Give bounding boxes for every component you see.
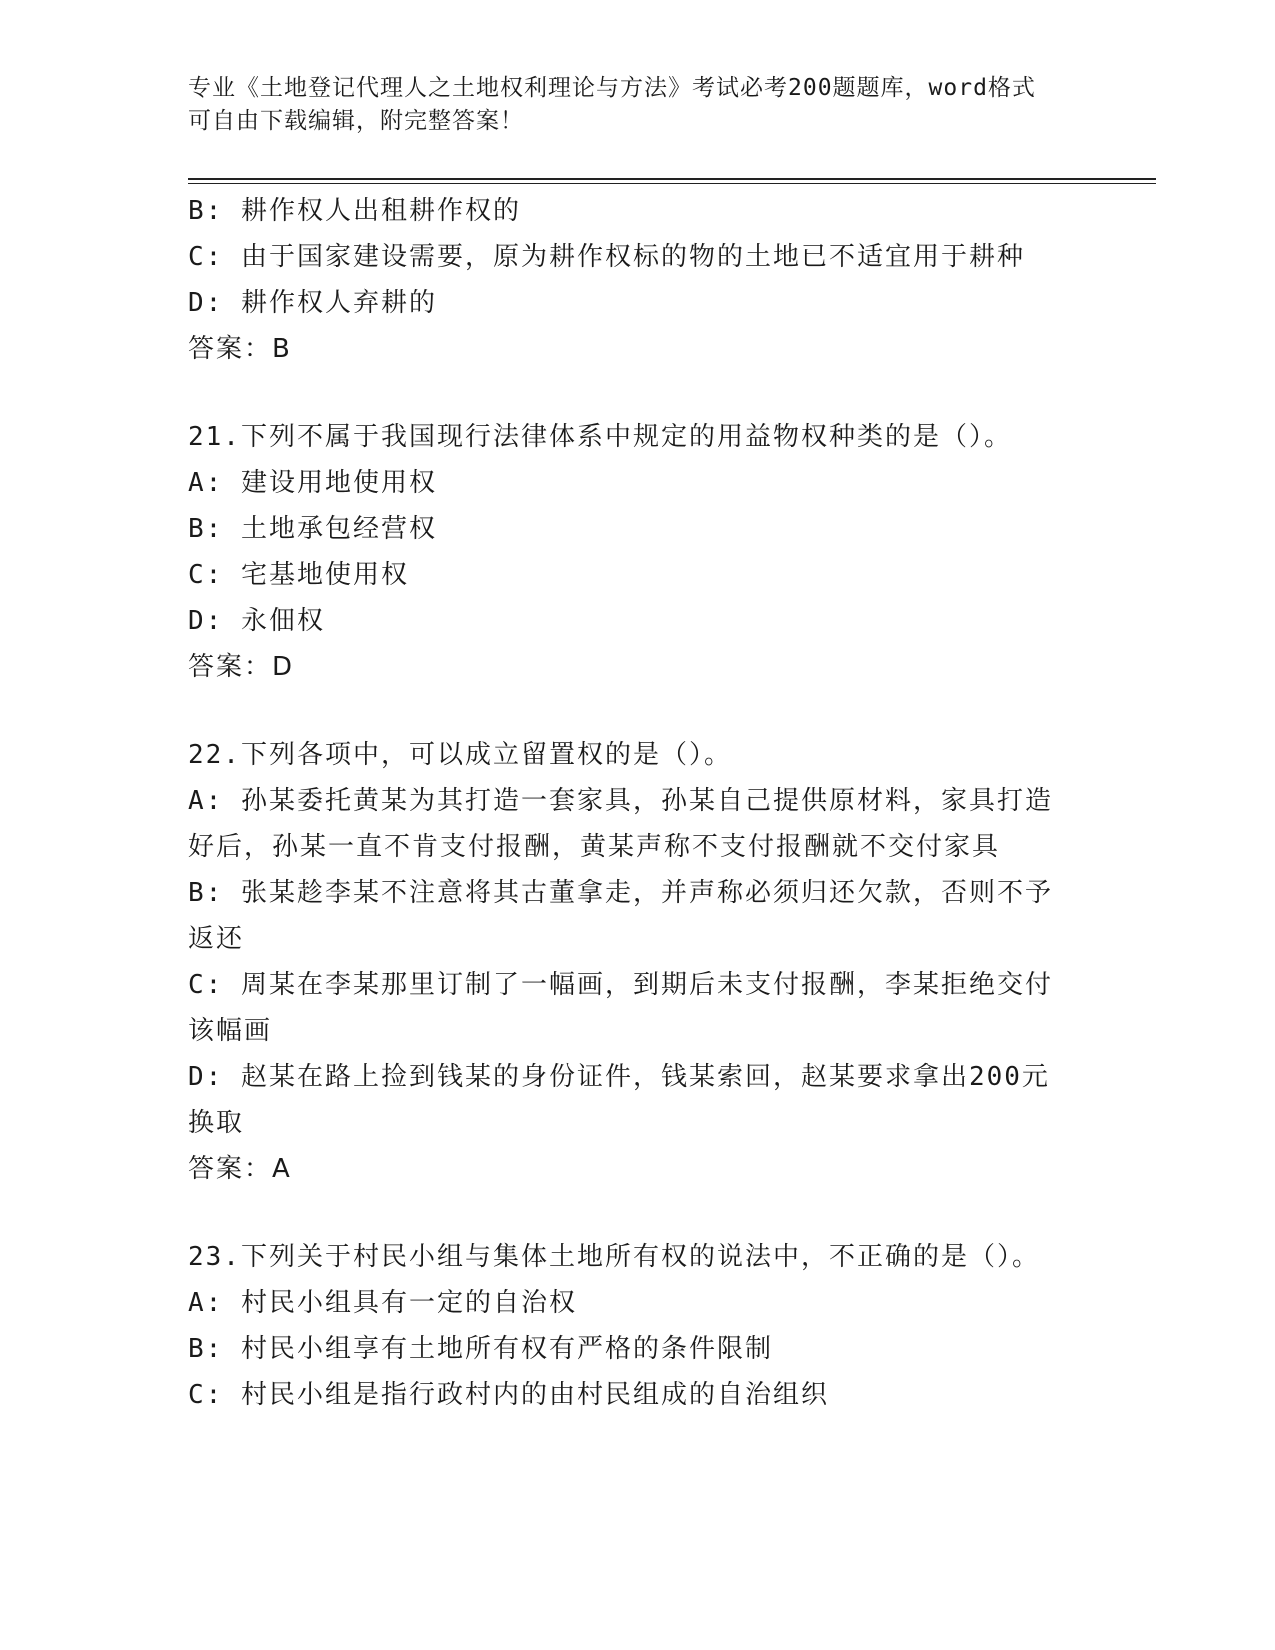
option-c-line-1: C: 周某在李某那里订制了一幅画，到期后未支付报酬，李某拒绝交付 [188, 970, 1053, 1000]
option-d-line-2: 换取 [188, 1108, 245, 1138]
answer-text: 答案：D [188, 652, 295, 682]
option-d [188, 1054, 1078, 1146]
option-a-line-1: A: 孙某委托黄某为其打造一套家具，孙某自己提供原材料，家具打造 [188, 786, 1053, 816]
prev-question-block [188, 188, 1078, 372]
page-header [188, 72, 1068, 138]
option-d-line-1: D: 赵某在路上捡到钱某的身份证件，钱某索回，赵某要求拿出200元 [188, 1062, 1050, 1092]
question-stem: 21.下列不属于我国现行法律体系中规定的用益物权种类的是（）。 [188, 422, 1012, 452]
header-line-2: 可自由下载编辑，附完整答案！ [188, 108, 524, 134]
answer-text: 答案：A [188, 1154, 292, 1184]
option-b: B: 村民小组享有土地所有权有严格的条件限制 [188, 1334, 773, 1364]
header-rule-thick [188, 178, 1156, 180]
option-b [188, 870, 1078, 962]
option-c: C: 村民小组是指行政村内的由村民组成的自治组织 [188, 1380, 829, 1410]
question-content [188, 188, 1078, 1418]
question-stem: 22.下列各项中，可以成立留置权的是（）。 [188, 740, 732, 770]
option-c-line-2: 该幅画 [188, 1016, 273, 1046]
spacer [188, 690, 1078, 732]
question-23-block [188, 1234, 1078, 1418]
spacer [188, 1192, 1078, 1234]
question-21-block [188, 414, 1078, 690]
question-22-block [188, 732, 1078, 1192]
option-c: C: 由于国家建设需要，原为耕作权标的物的土地已不适宜用于耕种 [188, 242, 1025, 272]
question-stem: 23.下列关于村民小组与集体土地所有权的说法中，不正确的是（）。 [188, 1242, 1040, 1272]
option-a-line-2: 好后，孙某一直不肯支付报酬，黄某声称不支付报酬就不交付家具 [188, 832, 1001, 862]
option-d: D: 永佃权 [188, 606, 325, 636]
spacer [188, 372, 1078, 414]
option-b-line-2: 返还 [188, 924, 245, 954]
header-line-1: 专业《土地登记代理人之土地权利理论与方法》考试必考200题题库，word格式 [188, 75, 1036, 101]
option-a [188, 778, 1078, 870]
option-c [188, 962, 1078, 1054]
option-a: A: 建设用地使用权 [188, 468, 437, 498]
header-rule-thin [188, 183, 1156, 184]
option-c: C: 宅基地使用权 [188, 560, 409, 590]
option-b: B: 耕作权人出租耕作权的 [188, 196, 521, 226]
option-b: B: 土地承包经营权 [188, 514, 437, 544]
option-a: A: 村民小组具有一定的自治权 [188, 1288, 577, 1318]
option-d: D: 耕作权人弃耕的 [188, 288, 437, 318]
answer-text: 答案：B [188, 334, 292, 364]
option-b-line-1: B: 张某趁李某不注意将其古董拿走，并声称必须归还欠款，否则不予 [188, 878, 1053, 908]
